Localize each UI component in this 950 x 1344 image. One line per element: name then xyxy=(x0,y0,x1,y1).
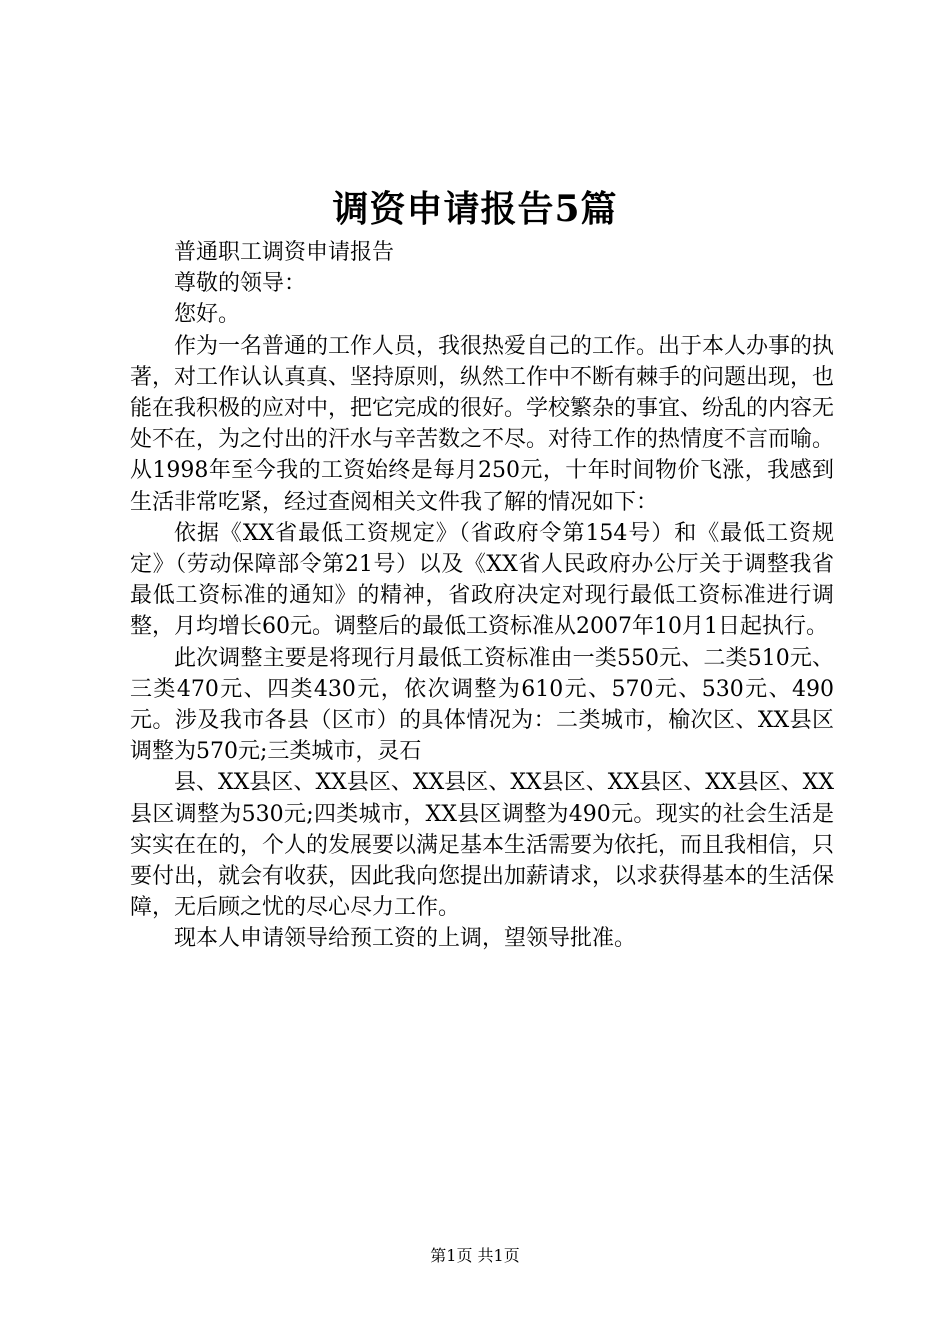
document-body xyxy=(130,237,834,955)
paragraph-greeting: 您好。 xyxy=(174,302,241,328)
paragraph-intro: 作为一名普通的工作人员，我很热爱自己的工作。出于本人办事的执著，对工作认认真真、坚持原则，纵然工作中不断有棘手的问题出现，也能在我积极的应对中，把它完成的很好。学校繁杂的事宜、纷乱的内容无处不在，为之付出的汗水与辛苦数之不尽。对待工作的热情度不言而喻。从1998年至今我的工资始终是每月250元，十年时间物价飞涨，我感到生活非常吃紧，经过查阅相关文件我了解的情况如下： xyxy=(130,333,835,515)
paragraph-adjustment: 此次调整主要是将现行月最低工资标准由一类550元、二类510元、三类470元、四类430元，依次调整为610元、570元、530元、490元。涉及我市各县（区市）的具体情况为：二类城市，榆次区、XX县区调整为570元;三类城市，灵石 xyxy=(130,645,834,765)
document-title: 调资申请报告5篇 xyxy=(332,188,618,230)
paragraph-heading: 普通职工调资申请报告 xyxy=(174,240,395,265)
page-footer: 第1页 共1页 xyxy=(430,1246,520,1265)
paragraph-regulation: 依据《XX省最低工资规定》（省政府令第154号）和《最低工资规定》（劳动保障部令第21号）以及《XX省人民政府办公厅关于调整我省最低工资标准的通知》的精神，省政府决定对现行最低工资标准进行调整，月均增长60元。调整后的最低工资标准从2007年10月1日起执行。 xyxy=(130,520,834,640)
paragraph-closing: 现本人申请领导给预工资的上调，望领导批准。 xyxy=(174,926,637,952)
paragraph-salutation: 尊敬的领导： xyxy=(174,271,307,297)
paragraph-request-reason: 县、XX县区、XX县区、XX县区、XX县区、XX县区、XX县区、XX县区调整为530元;四类城市，XX县区调整为490元。现实的社会生活是实实在在的，个人的发展要以满足基本生活需要为依托，而且我相信，只要付出，就会有收获，因此我向您提出加薪请求，以求获得基本的生活保障，无后顾之忧的尽心尽力工作。 xyxy=(130,770,835,921)
